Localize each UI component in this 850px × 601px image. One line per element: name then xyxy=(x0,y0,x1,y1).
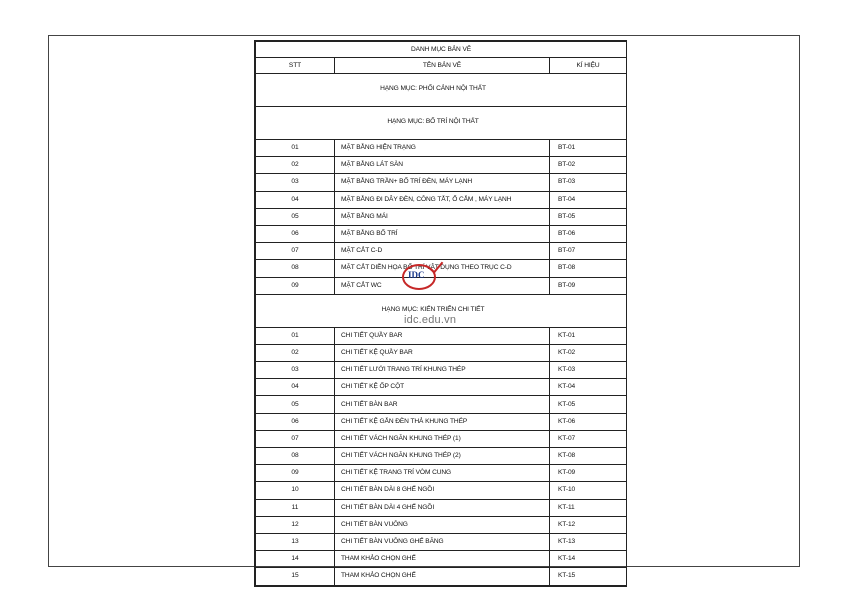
row-name: CHI TIẾT KỆ ỐP CỘT xyxy=(335,379,550,396)
row-name: MẶT BẰNG HIỆN TRẠNG xyxy=(335,140,550,157)
table-row xyxy=(256,568,627,585)
table-row xyxy=(256,533,627,550)
group-cell xyxy=(256,74,627,107)
header-symbol: KÍ HIỆU xyxy=(550,58,627,74)
row-name: CHI TIẾT BÀN DÀI 4 GHẾ NGỒI xyxy=(335,499,550,516)
row-symbol: KT-12 xyxy=(550,516,627,533)
table-row xyxy=(256,225,627,242)
row-symbol: BT-09 xyxy=(550,277,627,294)
row-stt: 07 xyxy=(256,430,335,447)
row-symbol: KT-05 xyxy=(550,396,627,413)
table-row xyxy=(256,413,627,430)
row-stt: 03 xyxy=(256,362,335,379)
row-symbol: BT-02 xyxy=(550,157,627,174)
row-symbol: KT-08 xyxy=(550,448,627,465)
row-stt: 11 xyxy=(256,499,335,516)
row-name: CHI TIẾT BÀN BAR xyxy=(335,396,550,413)
row-symbol: BT-08 xyxy=(550,260,627,277)
table-row xyxy=(256,362,627,379)
row-symbol: KT-14 xyxy=(550,551,627,568)
row-name: CHI TIẾT VÁCH NGĂN KHUNG THÉP (1) xyxy=(335,430,550,447)
table-header-row xyxy=(256,58,627,74)
table-row xyxy=(256,191,627,208)
row-name: MẶT CẮT WC xyxy=(335,277,550,294)
row-stt: 05 xyxy=(256,208,335,225)
row-name: CHI TIẾT BÀN DÀI 8 GHẾ NGỒI xyxy=(335,482,550,499)
table-row xyxy=(256,260,627,277)
header-stt: STT xyxy=(256,58,335,74)
group-label: HẠNG MỤC: KIẾN TRIỂN CHI TIẾT xyxy=(381,305,485,313)
row-symbol: BT-01 xyxy=(550,140,627,157)
group-cell xyxy=(256,294,627,327)
table-row xyxy=(256,465,627,482)
drawing-list-sheet xyxy=(254,40,627,587)
row-symbol: KT-01 xyxy=(550,327,627,344)
row-name: MẶT BẰNG MÁI xyxy=(335,208,550,225)
row-stt: 14 xyxy=(256,551,335,568)
row-name: MẶT BẰNG TRẦN+ BỐ TRÍ ĐÈN, MÁY LẠNH xyxy=(335,174,550,191)
row-name: MẶT BẰNG LÁT SÀN xyxy=(335,157,550,174)
row-symbol: BT-06 xyxy=(550,225,627,242)
watermark-url: idc.edu.vn xyxy=(404,314,457,326)
table-row xyxy=(256,379,627,396)
table-row xyxy=(256,327,627,344)
row-name: CHI TIẾT KỆ QUẦY BAR xyxy=(335,344,550,361)
drawing-list-body xyxy=(256,42,627,586)
table-title-row xyxy=(256,42,627,58)
row-symbol: KT-06 xyxy=(550,413,627,430)
group-row xyxy=(256,107,627,140)
row-name: MẶT BẰNG ĐI DÂY ĐÈN, CÔNG TẮT, Ổ CẮM , MÁY LẠNH xyxy=(335,191,550,208)
row-name: THAM KHẢO CHỌN GHẾ xyxy=(335,551,550,568)
row-symbol: BT-03 xyxy=(550,174,627,191)
group-row xyxy=(256,74,627,107)
row-stt: 13 xyxy=(256,533,335,550)
row-symbol: KT-04 xyxy=(550,379,627,396)
row-symbol: BT-05 xyxy=(550,208,627,225)
group-cell xyxy=(256,107,627,140)
row-stt: 08 xyxy=(256,448,335,465)
row-stt: 15 xyxy=(256,568,335,585)
row-name: CHI TIẾT VÁCH NGĂN KHUNG THÉP (2) xyxy=(335,448,550,465)
row-stt: 09 xyxy=(256,277,335,294)
group-label: HẠNG MỤC: BỐ TRÍ NỘI THẤT xyxy=(387,118,479,125)
row-name: MẶT CẮT C-D xyxy=(335,243,550,260)
row-stt: 06 xyxy=(256,413,335,430)
table-row xyxy=(256,157,627,174)
table-row xyxy=(256,482,627,499)
row-symbol: KT-15 xyxy=(550,568,627,585)
row-name: CHI TIẾT KỆ GẮN ĐÈN THẢ KHUNG THÉP xyxy=(335,413,550,430)
group-label: HẠNG MỤC: PHỐI CẢNH NỘI THẤT xyxy=(380,85,486,92)
row-symbol: KT-03 xyxy=(550,362,627,379)
row-stt: 09 xyxy=(256,465,335,482)
row-stt: 03 xyxy=(256,174,335,191)
row-stt: 05 xyxy=(256,396,335,413)
header-name: TÊN BẢN VẼ xyxy=(335,58,550,74)
row-stt: 08 xyxy=(256,260,335,277)
row-name: CHI TIẾT BÀN VUÔNG xyxy=(335,516,550,533)
row-symbol: KT-09 xyxy=(550,465,627,482)
row-stt: 01 xyxy=(256,327,335,344)
row-symbol: BT-04 xyxy=(550,191,627,208)
row-name: CHI TIẾT KỆ TRANG TRÍ VÒM CUNG xyxy=(335,465,550,482)
row-symbol: KT-07 xyxy=(550,430,627,447)
table-row xyxy=(256,140,627,157)
table-row xyxy=(256,243,627,260)
row-name: CHI TIẾT LƯỚI TRANG TRÍ KHUNG THÉP xyxy=(335,362,550,379)
table-row xyxy=(256,551,627,568)
row-symbol: BT-07 xyxy=(550,243,627,260)
row-stt: 02 xyxy=(256,157,335,174)
row-symbol: KT-13 xyxy=(550,533,627,550)
row-name: MẶT CẮT DIỄN HỌA BỐ TRÍ VẬT DỤNG THEO TRỤC C-D xyxy=(335,260,550,277)
row-name: CHI TIẾT QUẦY BAR xyxy=(335,327,550,344)
watermark-logo-text: IDC xyxy=(408,270,425,280)
row-stt: 02 xyxy=(256,344,335,361)
row-name: CHI TIẾT BÀN VUÔNG GHẾ BĂNG xyxy=(335,533,550,550)
table-row xyxy=(256,448,627,465)
table-row xyxy=(256,344,627,361)
row-symbol: KT-10 xyxy=(550,482,627,499)
table-title: DANH MỤC BẢN VẼ xyxy=(256,42,627,58)
drawing-list-table xyxy=(255,41,627,586)
table-row xyxy=(256,208,627,225)
row-stt: 01 xyxy=(256,140,335,157)
table-row xyxy=(256,396,627,413)
row-stt: 07 xyxy=(256,243,335,260)
row-stt: 04 xyxy=(256,379,335,396)
row-stt: 12 xyxy=(256,516,335,533)
row-stt: 06 xyxy=(256,225,335,242)
group-row xyxy=(256,294,627,327)
row-stt: 10 xyxy=(256,482,335,499)
row-name: MẶT BẰNG BỐ TRÍ xyxy=(335,225,550,242)
row-symbol: KT-02 xyxy=(550,344,627,361)
table-row xyxy=(256,516,627,533)
row-stt: 04 xyxy=(256,191,335,208)
table-row xyxy=(256,430,627,447)
row-name: THAM KHẢO CHỌN GHẾ xyxy=(335,568,550,585)
table-row xyxy=(256,499,627,516)
row-symbol: KT-11 xyxy=(550,499,627,516)
table-row xyxy=(256,174,627,191)
table-row xyxy=(256,277,627,294)
